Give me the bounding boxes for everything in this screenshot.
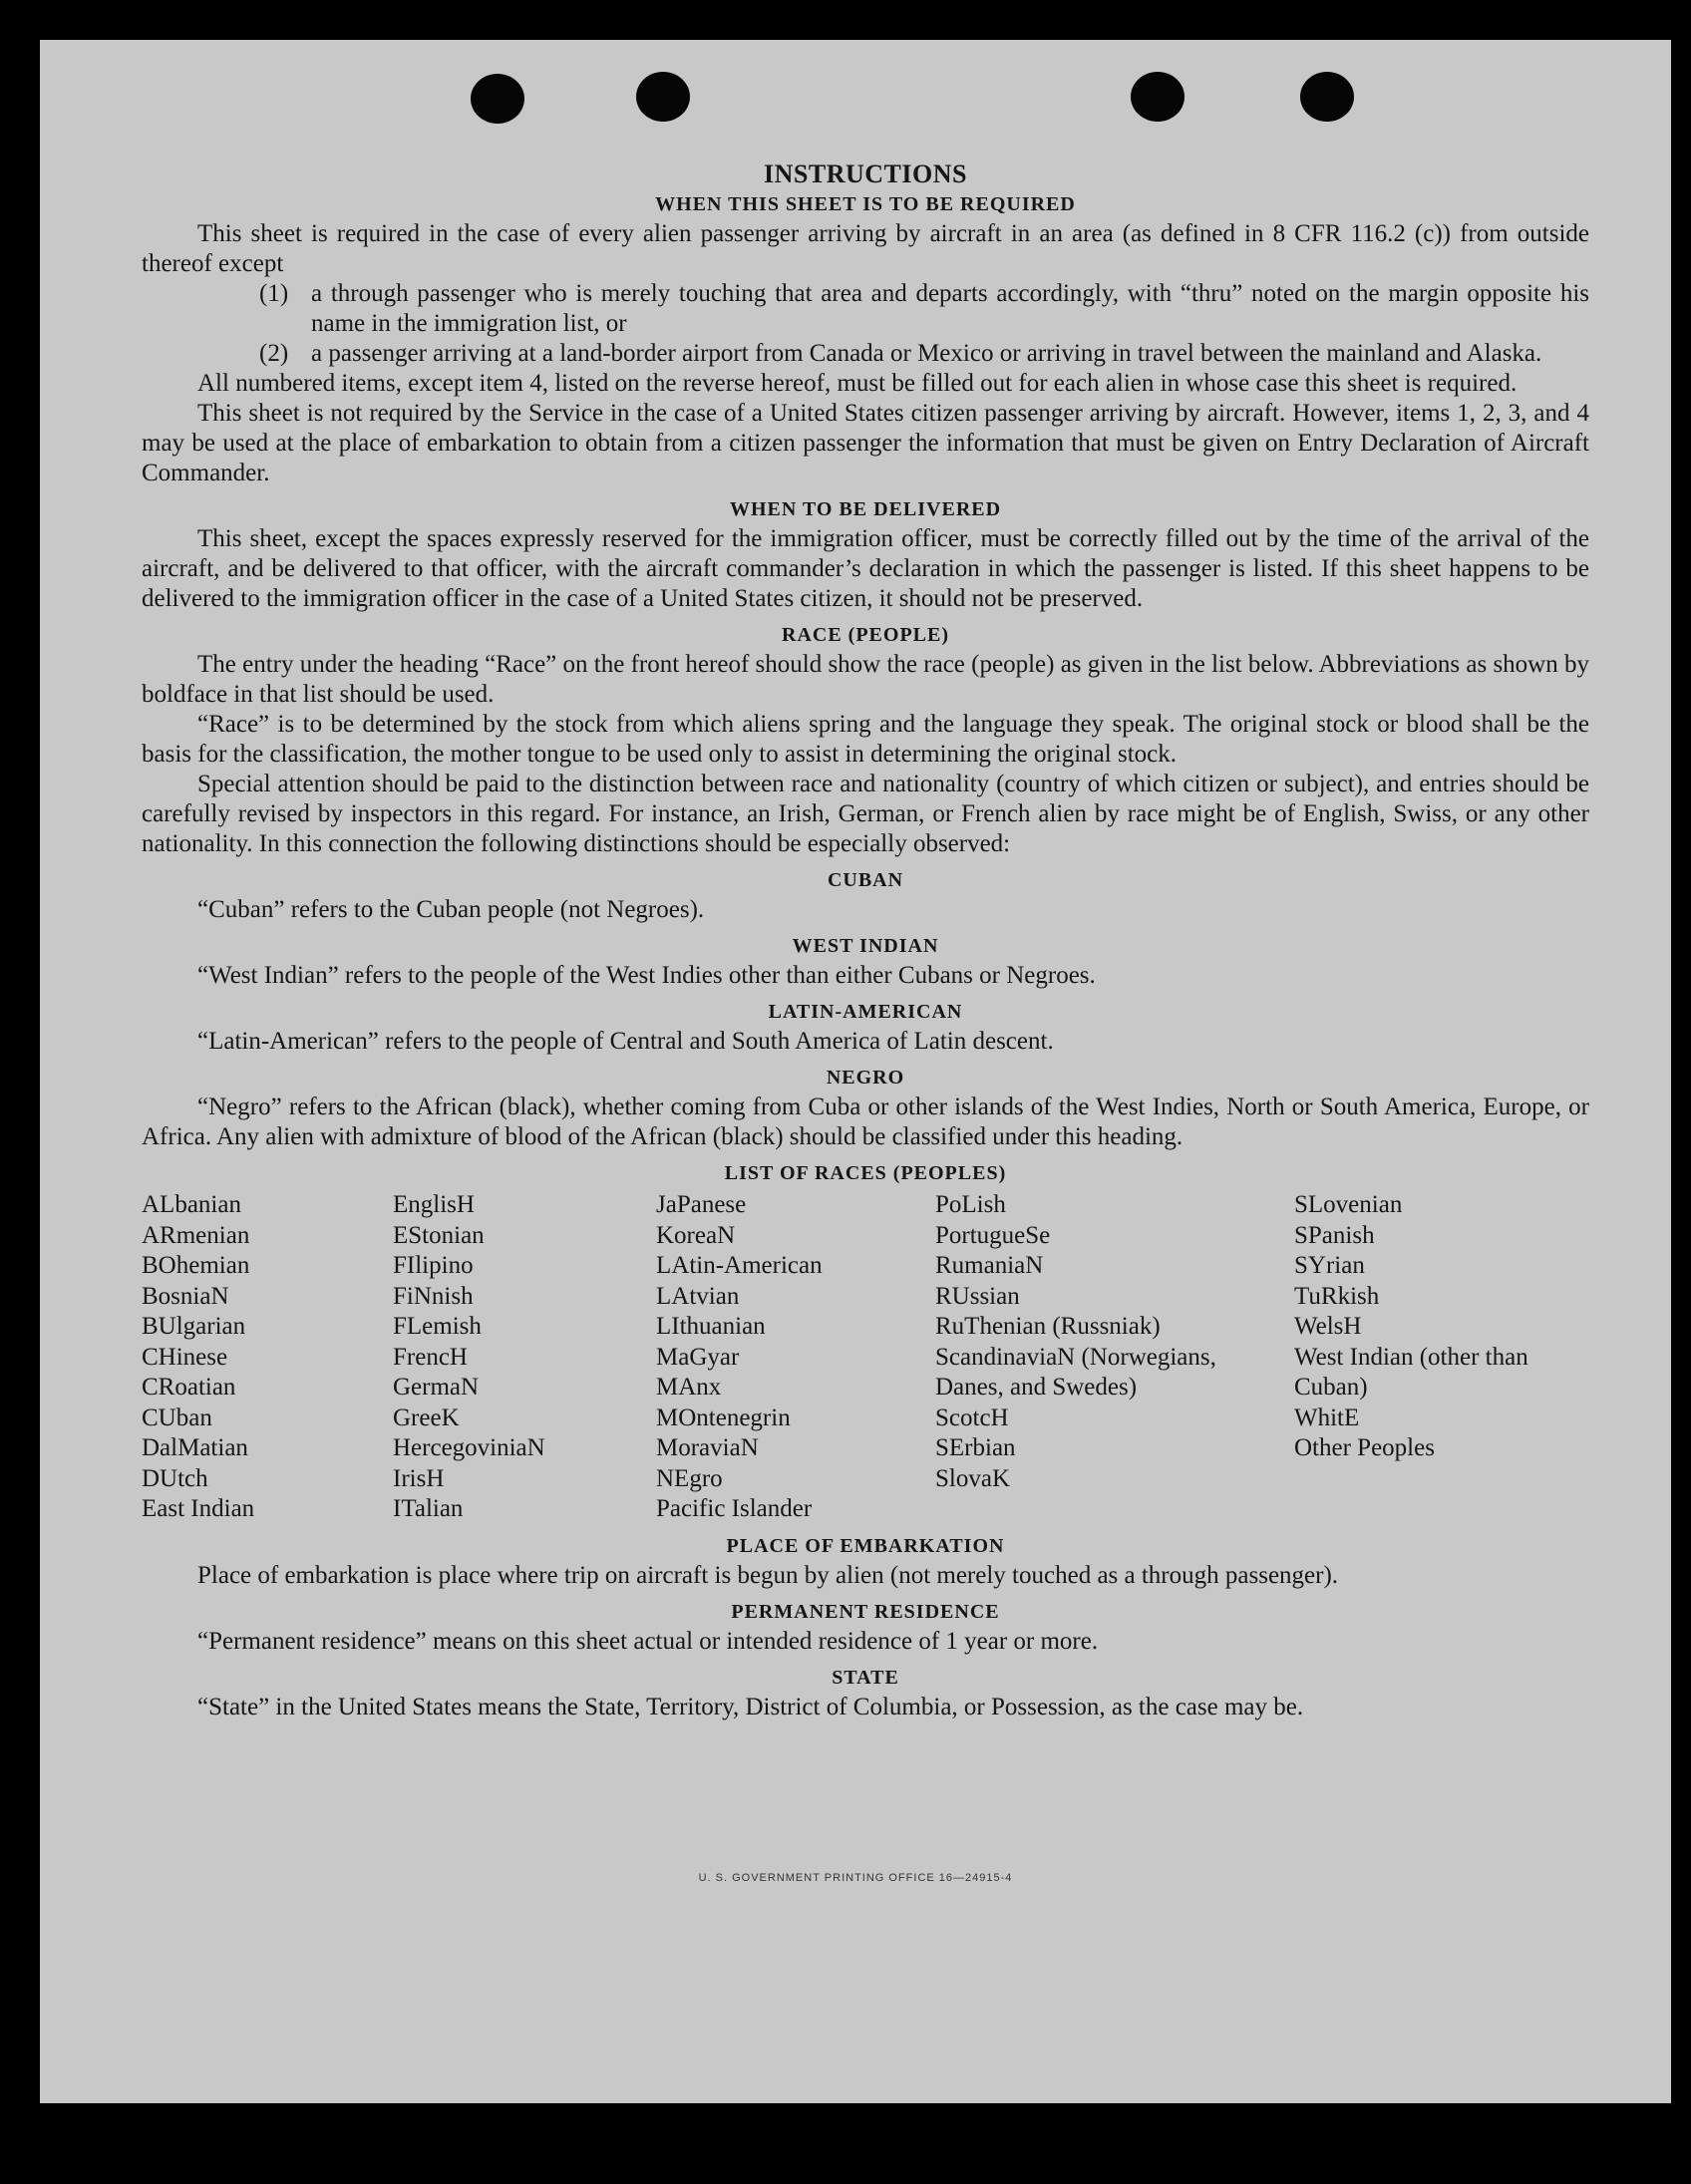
paragraph: “West Indian” refers to the people of the West Indies other than either Cubans or Negroes. (197, 962, 1096, 989)
race-entry: FIlipino (393, 1252, 474, 1279)
race-entry: NEgro (656, 1464, 723, 1492)
section-heading: PERMANENT RESIDENCE (731, 1600, 1000, 1623)
paragraph: “Race” is to be determined by the stock from which aliens spring and the language they speak. The original stock or blood shall be the basis for the classification, the mother tongue to be used only to assist in determining the original stock. (142, 711, 1589, 768)
paragraph: Place of embarkation is place where trip on aircraft is begun by alien (not merely touched as a through passenger). (197, 1561, 1339, 1589)
document-sheet (40, 40, 1671, 2103)
paragraph: This sheet, except the spaces expressly reserved for the immigration officer, must be correctly filled out by the time of the arrival of the aircraft, and be delivered to that officer, with the aircraft commander’s declaration in which the passenger is listed. If this sheet happens to be delivered to the immigration officer in the case of a United States citizen, it should not be preserved. (142, 525, 1589, 612)
race-entry: Pacific Islander (656, 1495, 813, 1522)
section-heading: WHEN TO BE DELIVERED (729, 498, 1002, 520)
race-entry: BOhemian (142, 1252, 250, 1279)
printer-imprint: U. S. GOVERNMENT PRINTING OFFICE 16—24915-4 (698, 1872, 1013, 1884)
race-entry: BUlgarian (142, 1313, 246, 1340)
race-entry: LAtvian (656, 1282, 740, 1310)
item-text: a passenger arriving at a land-border airport from Canada or Mexico or arriving in travel between the mainland and Alaska. (311, 340, 1542, 367)
race-entry: LAtin-American (656, 1252, 823, 1279)
races-column (1294, 1190, 1583, 1525)
section-heading: WHEN THIS SHEET IS TO BE REQUIRED (655, 193, 1076, 215)
race-entry: EStonian (393, 1221, 485, 1249)
punch-hole (636, 72, 690, 122)
race-entry: ARmenian (142, 1221, 250, 1249)
paragraph: All numbered items, except item 4, listed on the reverse hereof, must be filled out for each alien in whose case this sheet is required. (197, 370, 1518, 397)
race-entry: RuThenian (Russniak) (935, 1313, 1161, 1340)
numbered-item (259, 279, 1589, 339)
race-entry: RUssian (935, 1282, 1020, 1310)
race-entry: ScandinaviaN (Norwegians, Danes, and Swedes) (935, 1343, 1216, 1401)
punch-hole (1131, 72, 1184, 122)
races-column (935, 1190, 1294, 1525)
punch-hole (471, 74, 524, 124)
race-entry: IrisH (393, 1464, 445, 1492)
race-entry: FrencH (393, 1343, 468, 1371)
races-column (656, 1190, 935, 1525)
race-entry: MOntenegrin (656, 1404, 791, 1431)
race-entry: PortugueSe (935, 1221, 1051, 1249)
paragraph: “Cuban” refers to the Cuban people (not Negroes). (197, 896, 705, 923)
race-entry: CRoatian (142, 1374, 236, 1401)
race-entry: Other Peoples (1294, 1434, 1435, 1461)
paragraph: “Permanent residence” means on this sheet actual or intended residence of 1 year or more. (197, 1627, 1099, 1655)
race-entry: PoLish (935, 1191, 1006, 1218)
race-entry: TuRkish (1294, 1282, 1380, 1310)
section-heading: PLACE OF EMBARKATION (726, 1534, 1005, 1557)
numbered-item (259, 339, 1589, 369)
paragraph: “Latin-American” refers to the people of Central and South America of Latin descent. (197, 1028, 1054, 1055)
race-entry: FiNnish (393, 1282, 474, 1310)
race-entry: WelsH (1294, 1313, 1362, 1340)
race-entry: ScotcH (935, 1404, 1009, 1431)
race-entry: SlovaK (935, 1464, 1010, 1492)
paragraph: This sheet is required in the case of every alien passenger arriving by aircraft in an area (as defined in 8 CFR 116.2 (c)) from outside thereof except (142, 220, 1589, 277)
race-entry: ITalian (393, 1495, 464, 1522)
item-text: a through passenger who is merely touching that area and departs accordingly, with “thru” noted on the margin opposite his name in the immigration list, or (311, 280, 1589, 337)
race-entry: SPanish (1294, 1221, 1375, 1249)
item-number: (1) (259, 280, 289, 307)
race-entry: BosniaN (142, 1282, 229, 1310)
paragraph: The entry under the heading “Race” on the front hereof should show the race (people) as given in the list below. Abbreviations as shown by boldface in that list should be used. (142, 651, 1589, 708)
race-entry: DUtch (142, 1464, 208, 1492)
race-entry: ALbanian (142, 1191, 241, 1218)
section-heading: WEST INDIAN (792, 935, 939, 957)
race-entry: SYrian (1294, 1252, 1365, 1279)
page-title: INSTRUCTIONS (764, 159, 967, 188)
item-number: (2) (259, 340, 289, 367)
section-heading: NEGRO (826, 1067, 905, 1089)
instructions-body (142, 159, 1589, 1722)
race-entry: East Indian (142, 1495, 255, 1522)
races-list (142, 1190, 1589, 1525)
race-entry: HercegoviniaN (393, 1434, 545, 1461)
race-entry: GermaN (393, 1374, 480, 1401)
race-entry: WhitE (1294, 1404, 1360, 1431)
race-entry: CHinese (142, 1343, 228, 1371)
race-entry: FLemish (393, 1313, 482, 1340)
race-entry: GreeK (393, 1404, 460, 1431)
paragraph: This sheet is not required by the Service in the case of a United States citizen passenger arriving by aircraft. However, items 1, 2, 3, and 4 may be used at the place of embarkation to obtain from a citizen passenger the information that must be given on Entry Declaration of Aircraft Commander. (142, 400, 1589, 486)
race-entry: MaGyar (656, 1343, 740, 1371)
paragraph: Special attention should be paid to the distinction between race and nationality (country of which citizen or subject), and entries should be carefully revised by inspectors in this regard. For instance, an Irish, German, or French alien by race might be of English, Swiss, or any other nationality. In this connection the following distinctions should be especially observed: (142, 771, 1589, 857)
paragraph: “State” in the United States means the State, Territory, District of Columbia, or Possession, as the case may be. (197, 1693, 1304, 1720)
race-entry: KoreaN (656, 1221, 736, 1249)
race-entry: West Indian (other than Cuban) (1294, 1343, 1528, 1401)
race-entry: SErbian (935, 1434, 1016, 1461)
section-heading: LIST OF RACES (PEOPLES) (724, 1162, 1007, 1184)
race-entry: LIthuanian (656, 1313, 766, 1340)
section-heading: STATE (832, 1666, 899, 1689)
race-entry: JaPanese (656, 1191, 747, 1218)
race-entry: SLovenian (1294, 1191, 1403, 1218)
section-heading: RACE (PEOPLE) (782, 624, 949, 646)
race-entry: DalMatian (142, 1434, 248, 1461)
section-heading: LATIN-AMERICAN (768, 1001, 963, 1023)
races-column (142, 1190, 393, 1525)
race-entry: EnglisH (393, 1191, 475, 1218)
races-column (393, 1190, 656, 1525)
section-heading: CUBAN (827, 869, 904, 891)
race-entry: MoraviaN (656, 1434, 759, 1461)
race-entry: MAnx (656, 1374, 722, 1401)
race-entry: CUban (142, 1404, 212, 1431)
paragraph: “Negro” refers to the African (black), whether coming from Cuba or other islands of the West Indies, North or South America, Europe, or Africa. Any alien with admixture of blood of the African (black) should be classified under this heading. (142, 1093, 1589, 1150)
punch-hole (1300, 72, 1354, 122)
race-entry: RumaniaN (935, 1252, 1044, 1279)
